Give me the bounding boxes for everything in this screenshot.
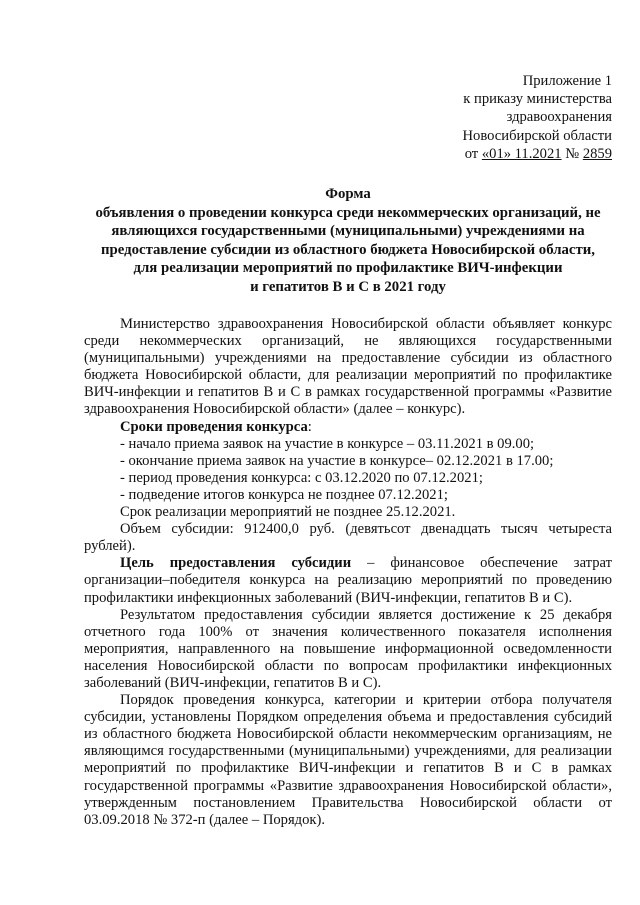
terms-heading-line	[84, 419, 612, 436]
appendix-header	[84, 72, 612, 163]
implementation-term: Срок реализации мероприятий не позднее 25.12.2021.	[120, 504, 456, 521]
title-line-6: и гепатитов В и С в 2021 году	[250, 278, 446, 295]
goal-paragraph	[84, 555, 612, 606]
terms-heading-colon: :	[307, 418, 312, 435]
title-line-5: для реализации мероприятий по профилактике ВИЧ-инфекции	[133, 260, 563, 277]
goal-text: – финансовое обеспечение затрат организации–победителя конкурса на реализацию мероприятий по проведению профилактики инфекционных заболеваний (ВИЧ-инфекции, гепатитов В и С).	[84, 555, 613, 606]
appendix-line-3: здравоохранения	[506, 109, 612, 126]
document-title	[84, 185, 612, 296]
title-line-4: предоставление субсидии из областного бюджета Новосибирской области,	[101, 241, 595, 258]
term-item: - окончание приема заявок на участие в конкурсе– 02.12.2021 в 17.00;	[120, 452, 554, 469]
term-item: - подведение итогов конкурса не позднее 07.12.2021;	[120, 486, 448, 503]
terms-heading: Сроки проведения конкурса	[120, 418, 308, 435]
title-line-2: объявления о проведении конкурса среди некоммерческих организаций, не	[95, 204, 601, 221]
order-number-prefix: №	[561, 145, 583, 162]
order-reference	[84, 145, 612, 163]
order-number: 2859	[582, 145, 612, 162]
title-line-1: Форма	[325, 186, 371, 203]
term-item: - период проведения конкурса: с 03.12.2020 по 07.12.2021;	[120, 469, 483, 486]
title-line-3: являющихся государственными (муниципальными) учреждениями на	[111, 223, 585, 240]
goal-heading: Цель предоставления субсидии	[120, 555, 352, 572]
appendix-line-2: к приказу министерства	[463, 91, 612, 108]
order-date: «01» 11.2021	[481, 145, 562, 162]
order-prefix: от	[464, 145, 482, 162]
procedure-paragraph: Порядок проведения конкурса, категории и критерии отбора получателя субсидии, установлены Порядком определения объема и предоставления субсидий из областного бюджета Новосибирской области некоммерческим организациям, не являющимся государственными (муниципальными) учреждениями, для реализации мероприятий по профилактике ВИЧ-инфекции и гепатитов В и С в рамках государственной программы «Развитие здравоохранения Новосибирской области», утвержденным постановлением Правительства Новосибирской области от 03.09.2018 № 372-п (далее – Порядок).	[84, 692, 612, 828]
term-item: - начало приема заявок на участие в конкурсе – 03.11.2021 в 09.00;	[120, 435, 535, 452]
intro-paragraph: Министерство здравоохранения Новосибирской области объявляет конкурс среди некоммерческих организаций, не являющихся государственными (муниципальными) учреждениями на предоставление субсидии из областного бюджета Новосибирской области, для реализации мероприятий по профилактике ВИЧ-инфекции и гепатитов В и С в рамках государственной программы «Развитие здравоохранения Новосибирской области» (далее – конкурс).	[84, 316, 612, 418]
appendix-line-1: Приложение 1	[522, 73, 612, 89]
document-page	[84, 72, 612, 829]
appendix-line-4: Новосибирской области	[462, 127, 612, 144]
result-paragraph: Результатом предоставления субсидии является достижение к 25 декабря отчетного года 100% от значения количественного показателя исполнения мероприятия, направленного на повышение информационной осведомленности населения Новосибирской области по вопросам профилактики инфекционных заболеваний (ВИЧ-инфекции, гепатитов В и С).	[84, 606, 612, 691]
subsidy-volume: Объем субсидии: 912400,0 руб. (девятьсот двенадцать тысяч четыреста рублей).	[84, 521, 612, 555]
